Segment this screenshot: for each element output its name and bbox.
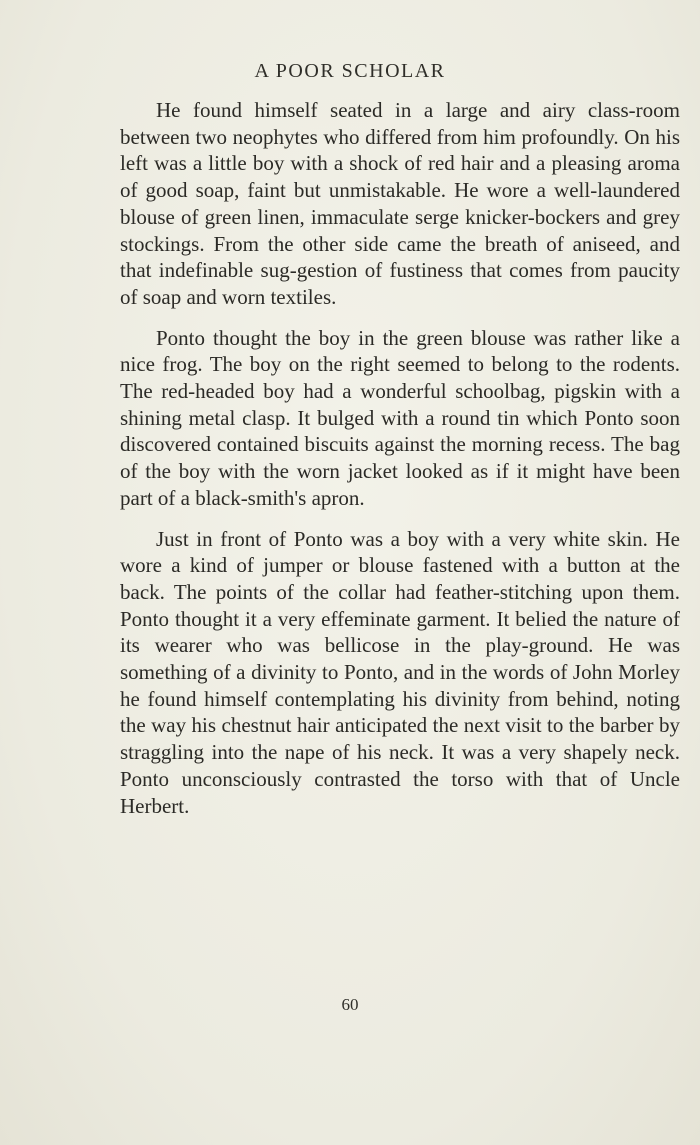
- page-number: 60: [341, 995, 359, 1014]
- paragraph-3: Just in front of Ponto was a boy with a very white skin. He wore a kind of jumper or blouse fastened with a button at the back. The points of the collar had feather-stitching upon them. Ponto thought it a very effeminate garment. It belied the nature of its wearer who was bellicose in the play-ground. He was something of a divinity to Ponto, and in the words of John Morley he found himself contemplating his divinity from behind, noting the way his chestnut hair anticipated the next visit to the barber by straggling into the nape of his neck. It was a very shapely neck. Ponto unconsciously contrasted the torso with that of Uncle Herbert.: [120, 526, 680, 818]
- paragraph-1: He found himself seated in a large and airy class-room between two neophytes who differed from him profoundly. On his left was a little boy with a shock of red hair and a pleasing aroma of good soap, faint but unmistakable. He wore a well-laundered blouse of green linen, immaculate serge knicker-bockers and grey stockings. From the other side came the breath of aniseed, and that indefinable sug-gestion of fustiness that comes from paucity of soap and worn textiles.: [120, 98, 680, 309]
- body-text: [120, 97, 680, 833]
- running-head: A POOR SCHOLAR: [254, 60, 446, 82]
- paragraph-2: Ponto thought the boy in the green blouse was rather like a nice frog. The boy on the right seemed to belong to the rodents. The red-headed boy had a wonderful schoolbag, pigskin with a shining metal clasp. It bulged with a round tin which Ponto soon discovered contained biscuits against the morning recess. The bag of the boy with the worn jacket looked as if it might have been part of a black-smith's apron.: [120, 325, 680, 510]
